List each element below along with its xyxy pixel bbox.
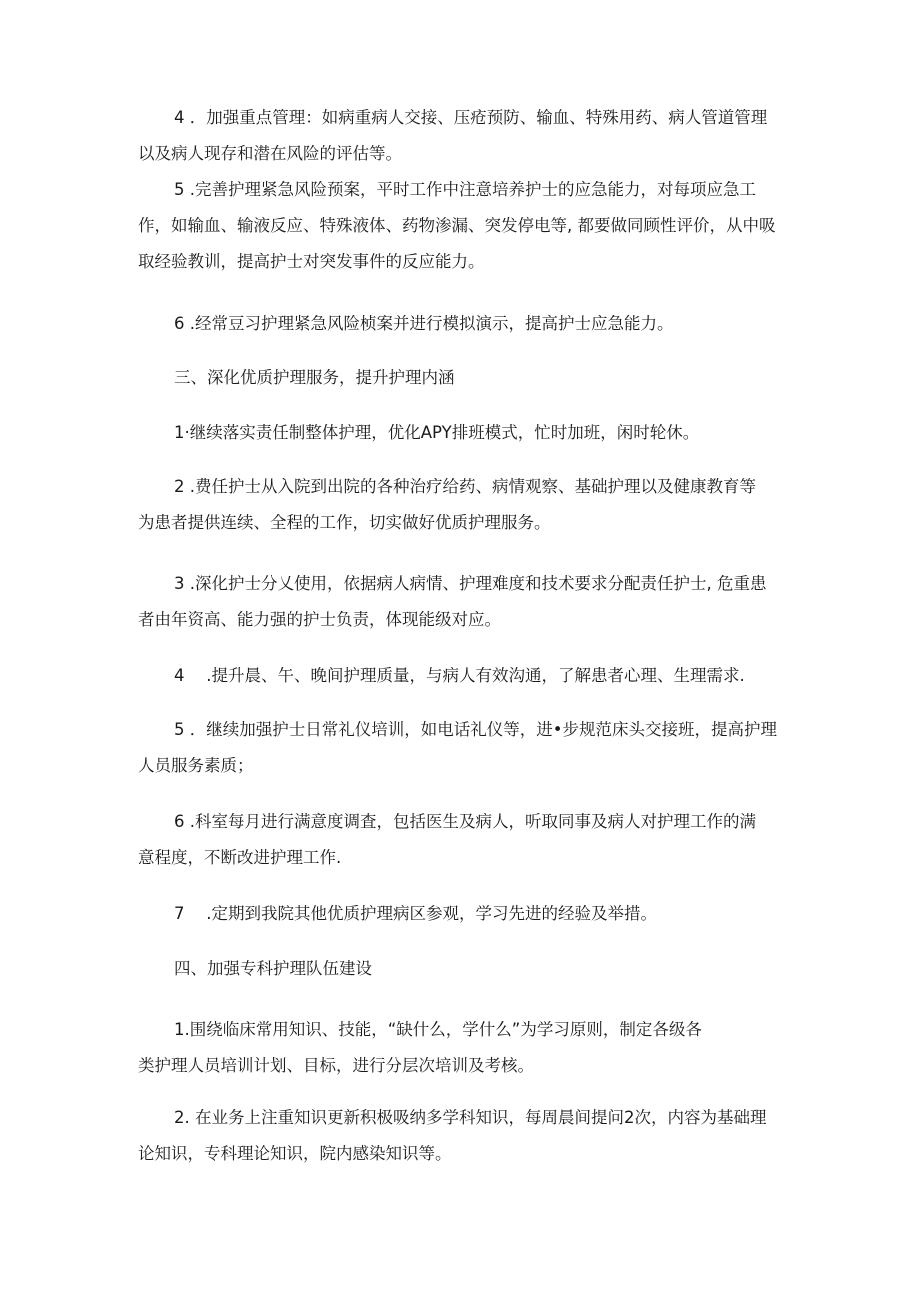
section-heading-text: 三、深化优质护理服务，提升护理内涵 (174, 368, 455, 387)
paragraph-tiered-use (138, 566, 788, 638)
section-heading-3 (138, 360, 788, 396)
text-line: 3 .深化护士分乂使用，依据病人病情、护理难度和技术要求分配责任护士, 危重患 (174, 574, 767, 593)
text-line: 7 .定期到我院其他优质护理病区参观，学习先进的经验及举措。 (174, 904, 657, 923)
paragraph-etiquette (138, 712, 788, 784)
text-line: 取经验教训，提高护士对突发事件的反应能力。 (138, 252, 485, 271)
text-line: 作，如输血、输液反应、特殊液体、药物渗漏、突发停电等, 都要做同顾性评价，从中吸 (138, 216, 776, 235)
paragraph-training-plan (138, 1012, 788, 1084)
paragraph-continuous-care (138, 469, 788, 541)
text-line: 2 .费任护士从入院到出院的各种治疗给药、病情观察、基础护理以及健康教育等 (174, 477, 756, 496)
section-heading-4 (138, 951, 788, 987)
text-line: 4 .提升晨、午、晚间护理质量，与病人有效沟通，了解患者心理、生理需求. (174, 666, 745, 685)
text-line: 类护理人员培训计划、目标，进行分层次培训及考核。 (138, 1056, 534, 1075)
section-heading-text: 四、加强专科护理队伍建设 (174, 959, 372, 978)
text-line: 者由年资高、能力强的护士负责，体现能级对应。 (138, 610, 501, 629)
paragraph-emergency-plan (138, 172, 788, 280)
paragraph-drill (138, 306, 788, 342)
text-line: 论知识，专科理论知识，院内感染知识等。 (138, 1144, 452, 1163)
text-line: 5 .完善护理紧急风险预案，平时工作中注意培养护士的应急能力，对每项应急工 (174, 180, 756, 199)
text-line: 以及病人现存和潜在风险的评估等。 (138, 144, 402, 163)
text-line: 为患者提供连续、全程的工作，切实做好优质护理服务。 (138, 513, 551, 532)
text-line: 2. 在业务上注重知识更新积极吸纳多学科知识，每周晨间提问2次，内容为基础理 (174, 1108, 767, 1127)
text-line: 意程度，不断改进护理工作. (138, 848, 342, 867)
paragraph-responsibility-system (138, 415, 788, 451)
text-line: 4 ．加强重点管理：如病重病人交接、压疮预防、输血、特殊用药、病人管道管理 (174, 108, 768, 127)
paragraph-visit-wards (138, 896, 788, 932)
paragraph-key-management (138, 100, 788, 172)
text-line: 6 .经常豆习护理紧急风险桢案并进行模拟演示，提高护士应急能力。 (174, 314, 674, 333)
paragraph-rounds-quality (138, 658, 788, 694)
paragraph-satisfaction-survey (138, 804, 788, 876)
text-line: 1·继续落实责任制整体护理，优化APY排班模式，忙时加班，闲时轮休。 (174, 423, 700, 442)
text-line: 5 ．继续加强护士日常礼仪培训，如电话礼仪等，进•步规范床头交接班，提高护理 (174, 720, 777, 739)
paragraph-knowledge-update (138, 1100, 788, 1172)
text-line: 1.围绕临床常用知识、技能，“缺什么，学什么”为学习原则，制定各级各 (174, 1020, 702, 1039)
text-line: 人员服务素质； (138, 756, 254, 775)
text-line: 6 .科室每月进行满意度调査，包括医生及病人，听取同事及病人对护理工作的满 (174, 812, 756, 831)
